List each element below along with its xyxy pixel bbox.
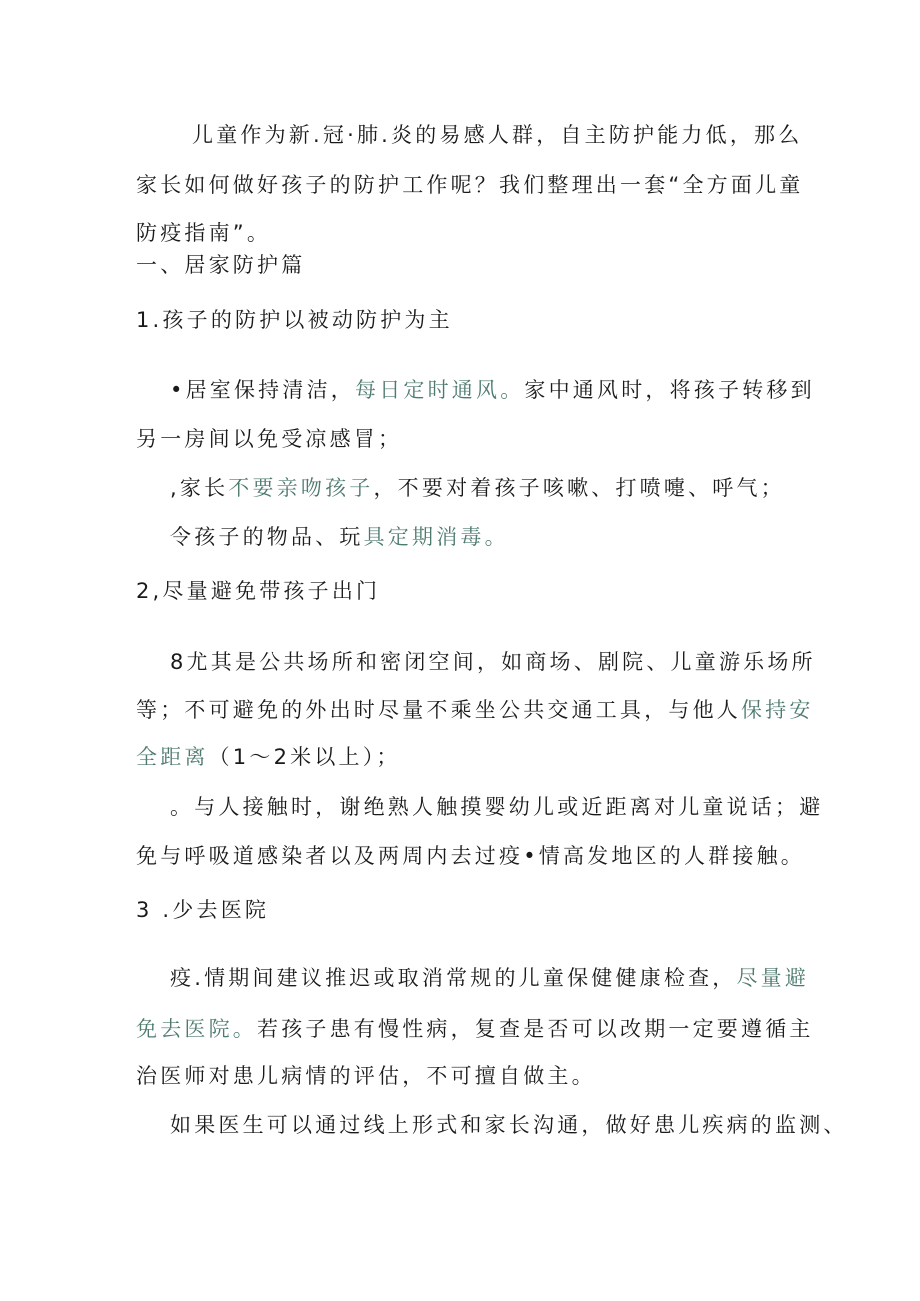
intro-line-1	[0, 120, 920, 150]
para-hospital-line-3	[0, 1061, 920, 1091]
para-public-l2-highlight: 保持安	[741, 698, 814, 722]
subheading-3-text: 3 .少去医院	[136, 898, 270, 922]
para-online-l1: 如果医生可以通过线上形式和家长沟通，做好患儿疾病的监测、	[170, 1113, 848, 1137]
para-public-line-2	[0, 695, 920, 725]
para-hospital-l1a: 疫.情期间建议推迟或取消常规的儿童保健健康检查，	[170, 966, 737, 990]
para-contact-l2: 免与呼吸道感染者以及两周内去过疫•情高发地区的人群接触。	[136, 844, 805, 868]
intro-text-3: 防疫指南”。	[136, 221, 272, 245]
para-no-kiss-b: ，不要对着孩子咳嗽、打喷嚏、呼气；	[373, 476, 785, 500]
para-disinfect-highlight: 具定期消毒。	[363, 525, 509, 549]
section-heading-text: 一、居家防护篇	[136, 253, 306, 277]
para-no-kiss-a: ,家长	[170, 476, 229, 500]
para-public-line-1	[0, 647, 920, 677]
para-no-kiss-highlight: 不要亲吻孩子	[228, 476, 374, 500]
para-ventilation-l2: 另一房间以免受凉感冒；	[136, 427, 403, 451]
subheading-2	[0, 576, 920, 606]
intro-text-1: 儿童作为新.冠·肺.炎的易感人群，自主防护能力低，那么	[192, 123, 803, 147]
para-ventilation-line-1	[0, 375, 920, 405]
subheading-2-text: 2,尽量避免带孩子出门	[136, 579, 381, 603]
para-contact-line-1	[0, 792, 920, 822]
subheading-1-text: 1.孩子的防护以被动防护为主	[136, 308, 453, 332]
para-public-l1: 8尤其是公共场所和密闭空间，如商场、剧院、儿童游乐场所	[170, 650, 816, 674]
para-ventilation-b: 家中通风时，将孩子转移到	[524, 378, 815, 402]
subheading-1	[0, 305, 920, 335]
para-online-line-1	[0, 1110, 920, 1140]
para-hospital-l2b: 若孩子患有慢性病，复查是否可以改期一定要遵循主	[257, 1017, 814, 1041]
subheading-3	[0, 895, 920, 925]
para-hospital-l1-highlight: 尽量避	[736, 966, 810, 990]
intro-text-2: 家长如何做好孩子的防护工作呢？我们整理出一套“全方面儿童	[136, 173, 804, 197]
para-ventilation-highlight: 每日定时通风。	[355, 378, 525, 402]
para-ventilation-line-2	[0, 424, 920, 454]
intro-line-2	[0, 170, 920, 200]
intro-line-3	[0, 218, 920, 248]
para-public-l2a: 等；不可避免的外出时尽量不乘坐公共交通工具，与他人	[136, 698, 741, 722]
para-hospital-line-1	[0, 963, 920, 993]
para-public-line-3	[0, 742, 920, 772]
para-ventilation-a: •居室保持清洁，	[170, 378, 355, 402]
para-public-l3-highlight: 全距离	[136, 745, 209, 769]
para-public-l3b: （1～2米以上）；	[208, 745, 401, 769]
para-contact-l1: 。与人接触时，谢绝熟人触摸婴幼儿或近距离对儿童说话；避	[170, 795, 824, 819]
para-hospital-line-2	[0, 1014, 920, 1044]
para-disinfect	[0, 522, 920, 552]
para-disinfect-a: 令孩子的物品、玩	[170, 525, 364, 549]
para-contact-line-2	[0, 841, 920, 871]
para-hospital-l2-highlight: 免去医院。	[136, 1017, 257, 1041]
para-no-kiss	[0, 473, 920, 503]
para-hospital-l3: 治医师对患儿病情的评估，不可擅自做主。	[136, 1064, 596, 1088]
section-heading	[0, 250, 920, 280]
